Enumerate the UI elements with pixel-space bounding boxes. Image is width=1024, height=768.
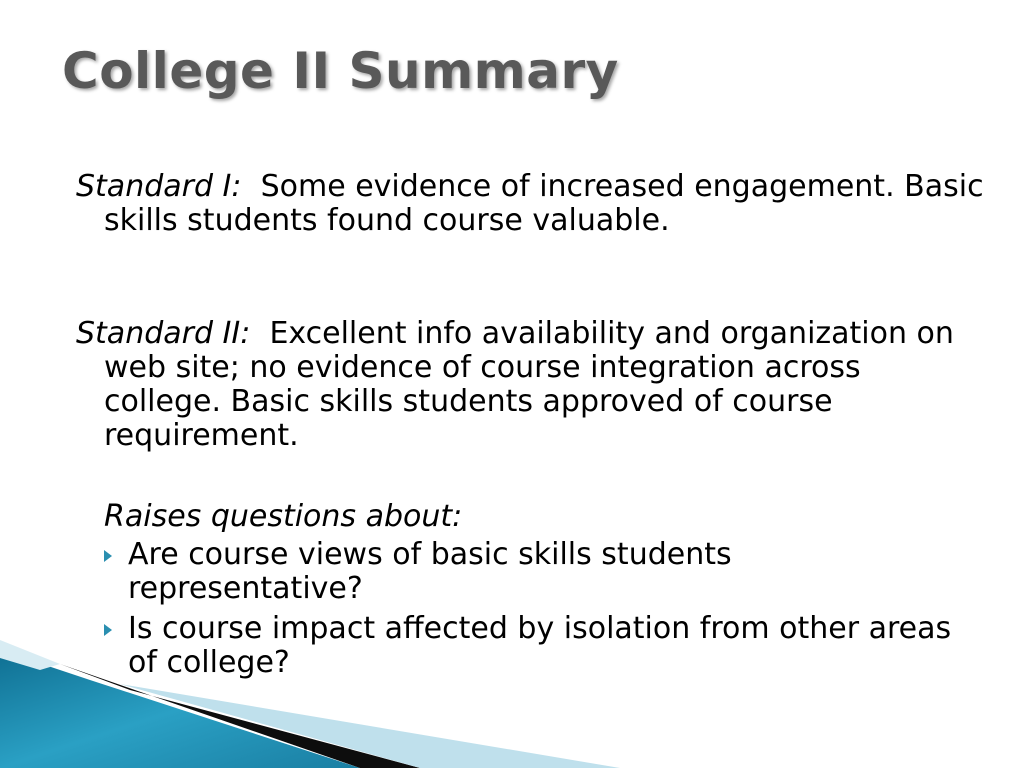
standard-2-text: Excellent info availability and organization on web site; no evidence of course integration across college. Basic skills students approved of course requirement.: [104, 316, 954, 453]
slide-title: College II Summary: [62, 42, 619, 100]
standard-1-paragraph: [76, 170, 984, 238]
question-item: [104, 538, 964, 606]
standard-1-text: Some evidence of increased engagement. Basic skills students found course valuable.: [104, 169, 984, 238]
standard-1-label: Standard I:: [76, 169, 242, 204]
standard-2-label: Standard II:: [76, 316, 251, 351]
bullet-arrow-icon: [104, 550, 112, 562]
raises-questions-heading: Raises questions about:: [104, 499, 463, 534]
question-text: Is course impact affected by isolation from other areas of college?: [128, 611, 952, 680]
standard-2-paragraph: [76, 317, 984, 453]
corner-swoosh-decoration: [0, 640, 620, 768]
bullet-arrow-icon: [104, 624, 112, 636]
question-text: Are course views of basic skills students representative?: [128, 537, 732, 606]
